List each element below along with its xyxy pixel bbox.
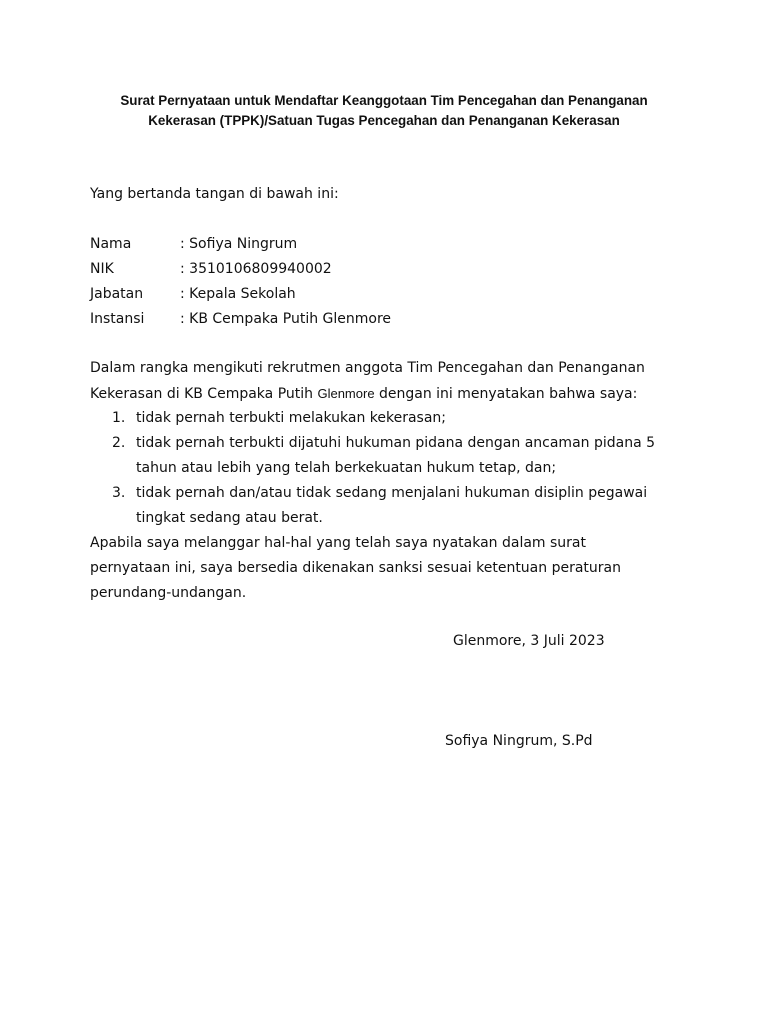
list-item (90, 481, 670, 531)
signer-name: Sofiya Ningrum, S.Pd (445, 733, 593, 749)
list-number: 2. (112, 435, 126, 451)
intro-line-2-part-1: Kekerasan di KB Cempaka Putih (90, 386, 318, 402)
position-label: Jabatan (90, 286, 144, 302)
statement-3-line-1 (90, 481, 670, 506)
name-label: Nama (90, 236, 132, 252)
identity-row-position (90, 282, 391, 307)
list-item (90, 431, 670, 481)
list-item (90, 406, 670, 431)
place-date: Glenmore, 3 Juli 2023 (453, 633, 605, 649)
statement-text: tidak pernah terbukti dijatuhi hukuman pidana dengan ancaman pidana 5 (136, 435, 656, 451)
list-number: 1. (112, 410, 126, 426)
closing-line-1: Apabila saya melanggar hal-hal yang telah saya nyatakan dalam surat (90, 535, 587, 551)
statement-section (90, 356, 670, 606)
identity-row-nik (90, 257, 391, 282)
list-number: 3. (112, 485, 126, 501)
identity-row-name (90, 232, 391, 257)
intro-line-2-part-2: dengan ini menyatakan bahwa saya: (374, 386, 638, 402)
statement-1-line-1 (90, 406, 670, 431)
statement-text-continuation: tahun atau lebih yang telah berkekuatan hukum tetap, dan; (136, 460, 557, 476)
intro-line-2 (90, 381, 670, 406)
closing-line-3: perundang-undangan. (90, 585, 247, 601)
statement-text: tidak pernah dan/atau tidak sedang menjalani hukuman disiplin pegawai (136, 485, 648, 501)
greeting-line: Yang bertanda tangan di bawah ini: (90, 186, 339, 202)
statement-3-line-2 (90, 506, 670, 531)
name-value: : Sofiya Ningrum (180, 236, 298, 252)
institution-label: Instansi (90, 311, 145, 327)
nik-label: NIK (90, 261, 114, 277)
position-value: : Kepala Sekolah (180, 286, 296, 302)
intro-place-name: Glenmore (317, 386, 375, 401)
title-line-2: Kekerasan (TPPK)/Satuan Tugas Pencegahan dan Penanganan Kekerasan (148, 113, 620, 128)
institution-value: : KB Cempaka Putih Glenmore (180, 311, 392, 327)
identity-row-institution (90, 307, 391, 332)
intro-line-1: Dalam rangka mengikuti rekrutmen anggota Tim Pencegahan dan Penanganan (90, 360, 645, 376)
statement-2-line-2 (90, 456, 670, 481)
statement-list (90, 406, 670, 531)
identity-section (90, 232, 391, 332)
statement-2-line-1 (90, 431, 670, 456)
document-title (90, 91, 678, 131)
statement-text-continuation: tingkat sedang atau berat. (136, 510, 323, 526)
title-line-1: Surat Pernyataan untuk Mendaftar Keanggotaan Tim Pencegahan dan Penanganan (120, 93, 648, 108)
closing-line-2: pernyataan ini, saya bersedia dikenakan sanksi sesuai ketentuan peraturan (90, 560, 621, 576)
nik-value: : 3510106809940002 (180, 261, 332, 277)
statement-text: tidak pernah terbukti melakukan kekerasan; (136, 410, 447, 426)
